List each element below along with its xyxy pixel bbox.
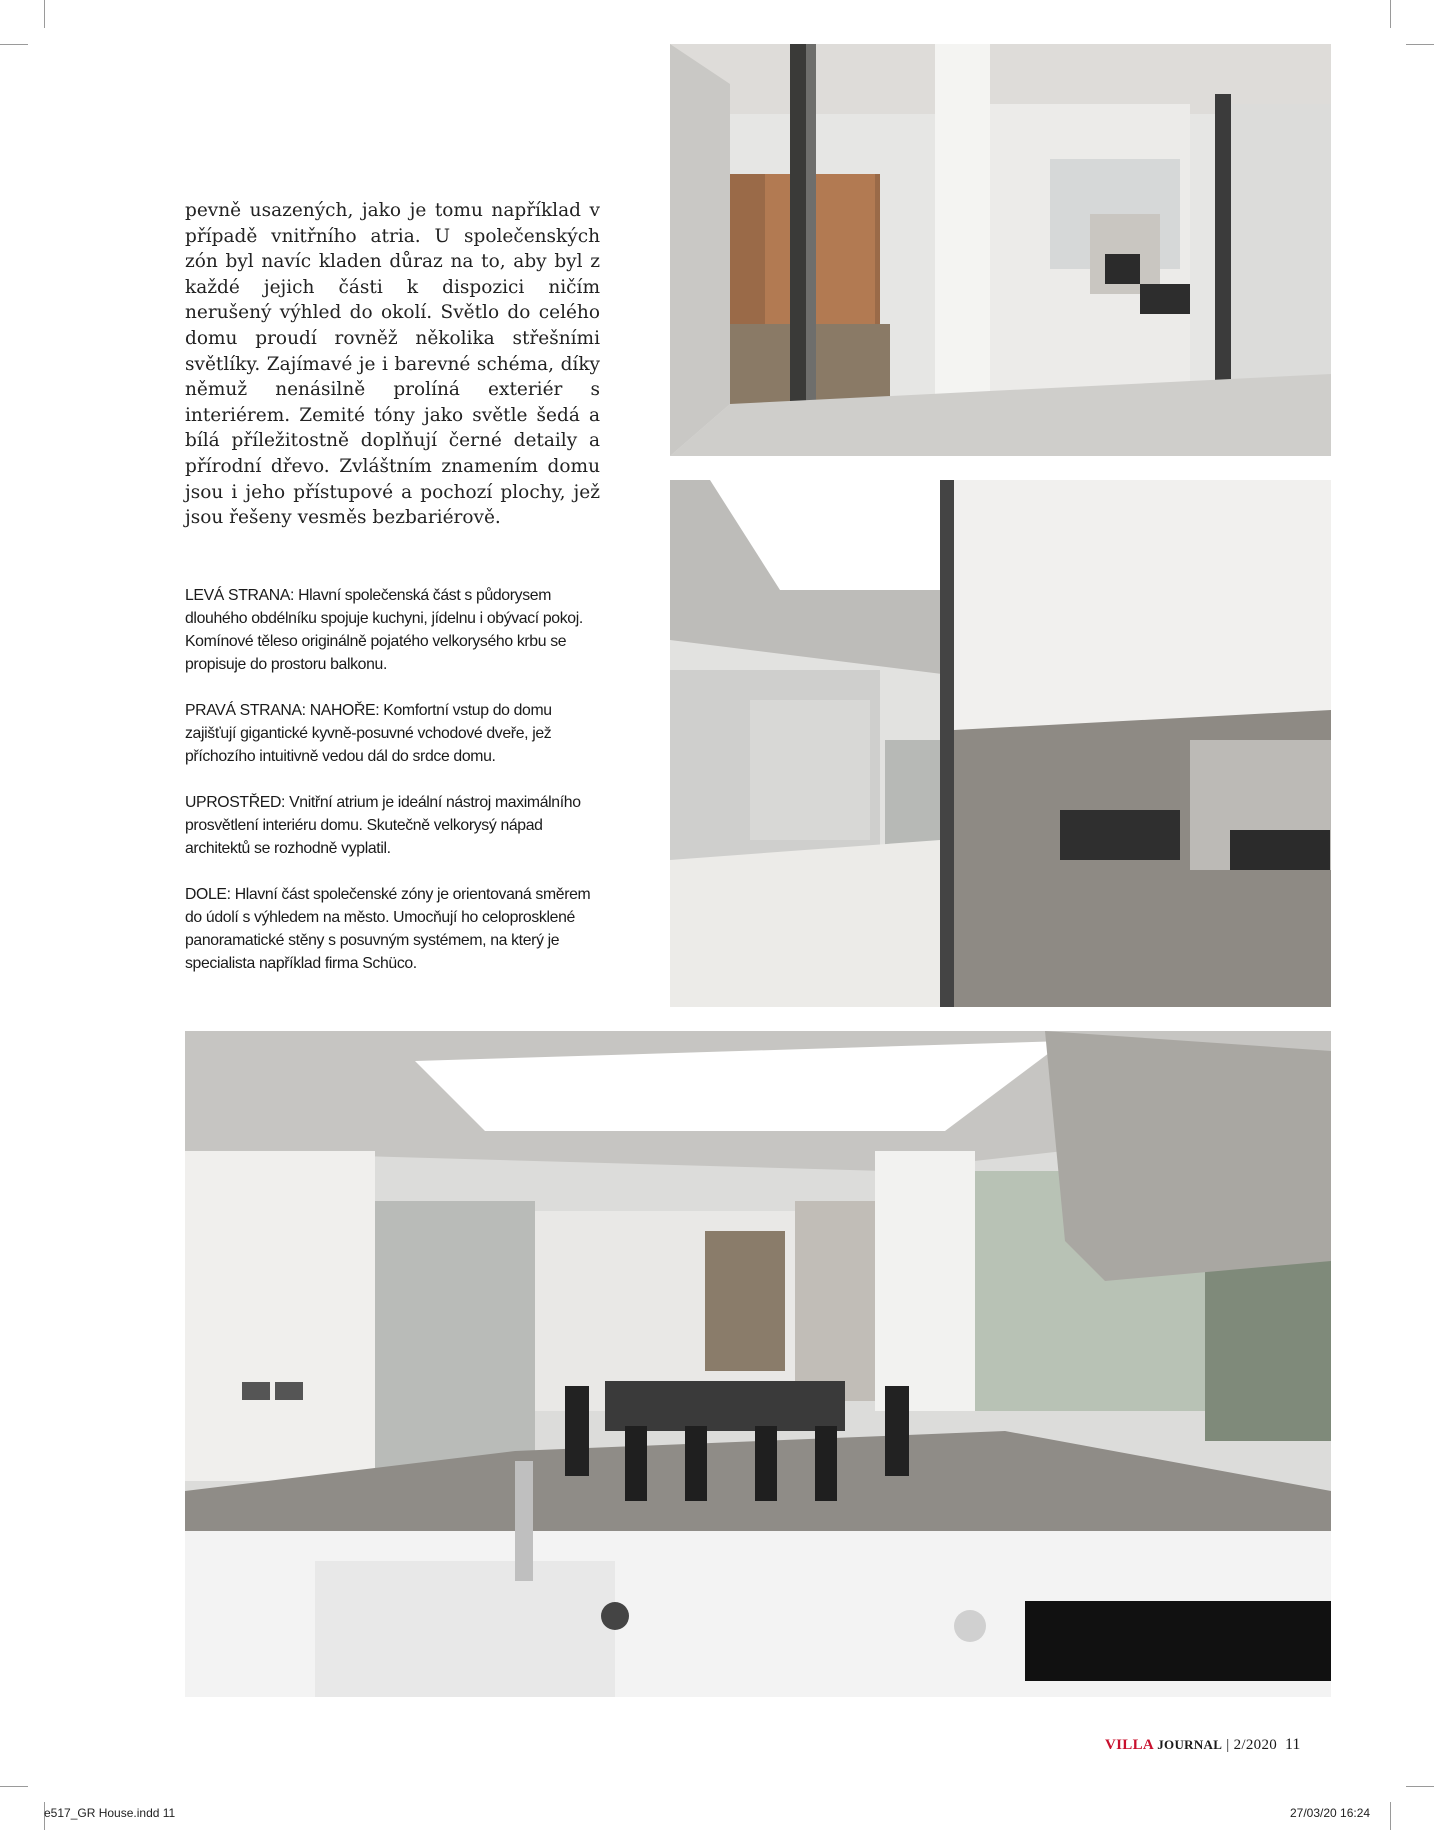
- caption-right-bottom: DOLE: Hlavní část společenské zóny je orientovaná směrem do údolí s výhledem na město. Umocňují ho celoprosklené panoramatické stěny s posuvným systémem, na který je specialista například firma Schüco.: [185, 886, 591, 972]
- issue-number: | 2/2020: [1226, 1737, 1278, 1753]
- caption-right-middle: UPROSTŘED: Vnitřní atrium je ideální nástroj maximálního prosvětlení interiéru domu. Skutečně velkorysý nápad architektů se rozhodně vyplatil.: [185, 794, 581, 857]
- crop-mark: [1390, 1802, 1391, 1830]
- crop-mark: [1406, 44, 1434, 45]
- caption-left-page: LEVÁ STRANA: Hlavní společenská část s půdorysem dlouhého obdélníku spojuje kuchyni, jídelnu i obývací pokoj. Komínové těleso originálně pojatého velkorysého krbu se propisuje do prostoru balkonu.: [185, 587, 583, 673]
- captions: [185, 584, 605, 998]
- slug-file: e517_GR House.indd 11: [44, 1806, 176, 1820]
- crop-mark: [0, 44, 28, 45]
- caption-right-top: PRAVÁ STRANA: NAHOŘE: Komfortní vstup do domu zajišťují gigantické kyvně-posuvné vchodové dveře, jež příchozího intuitivně vedou dál do srdce domu.: [185, 702, 552, 765]
- crop-mark: [1390, 0, 1391, 28]
- brand-villa: VILLA: [1105, 1737, 1154, 1753]
- crop-mark: [0, 1786, 28, 1787]
- body-text: pevně usazených, jako je tomu například v případě vnitřního atria. U společenských zón byl navíc kladen důraz na to, aby byl z každé jejich části k dispozici ničím nerušený výhled do okolí. Světlo do celého domu proudí rovněž několika střešními světlíky. Zajímavé je i barevné schéma, díky němuž nenásilně prolíná exteriér s interiérem. Zemité tóny jako světle šedá a bílá příležitostně doplňují černé detaily a přírodní dřevo. Zvláštním znamením domu jsou i jeho přístupové a pochozí plochy, jež jsou řešeny vesměs bezbariérově.: [185, 200, 600, 529]
- crop-mark: [44, 0, 45, 28]
- photo-atrium: [670, 480, 1331, 1007]
- page-number: 11: [1285, 1736, 1301, 1753]
- slug-timestamp: 27/03/20 16:24: [1290, 1806, 1371, 1820]
- crop-mark: [1406, 1786, 1434, 1787]
- photo-kitchen-dining: [185, 1031, 1331, 1697]
- photo-entrance: [670, 44, 1331, 456]
- brand-journal: JOURNAL: [1157, 1737, 1223, 1752]
- magazine-footer: [1105, 1737, 1277, 1754]
